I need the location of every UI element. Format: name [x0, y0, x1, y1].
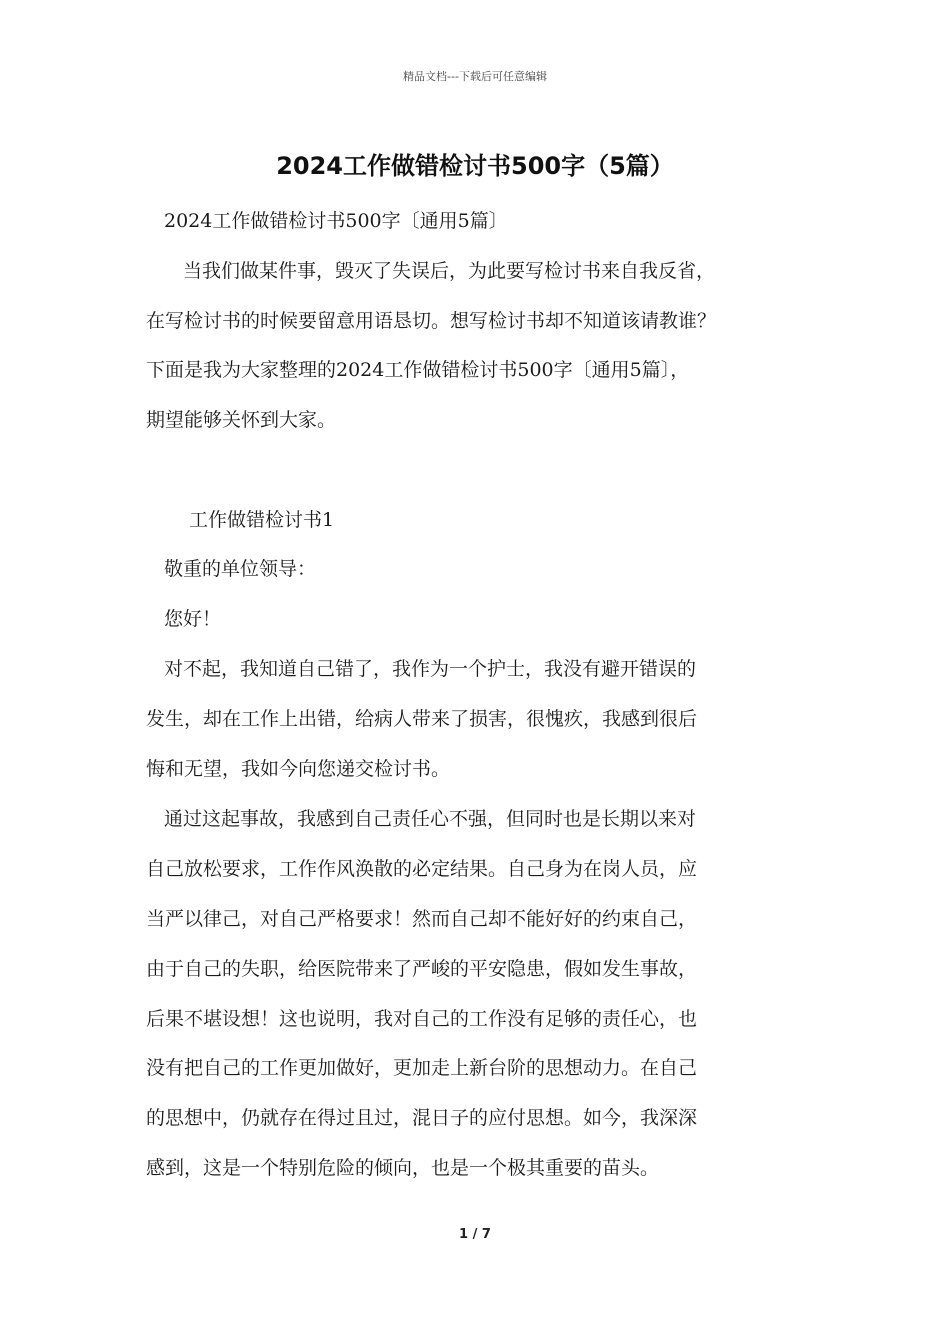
paragraph-line: 对不起，我知道自己错了，我作为一个护士，我没有避开错误的	[164, 658, 697, 680]
intro-line: 下面是我为大家整理的2024工作做错检讨书500字〔通用5篇〕，	[146, 359, 690, 381]
paragraph-line: 的思想中，仍就存在得过且过，混日子的应付思想。如今，我深深	[146, 1107, 698, 1129]
page-number: 1 / 7	[459, 1227, 491, 1242]
intro-line: 期望能够关怀到大家。	[146, 409, 337, 431]
document-title: 2024工作做错检讨书500字（5篇）	[276, 152, 674, 180]
paragraph-line: 自己放松要求，工作作风涣散的必定结果。自己身为在岗人员，应	[146, 858, 698, 880]
intro-line: 当我们做某件事，毁灭了失误后，为此要写检讨书来自我反省，	[183, 260, 716, 282]
header-note: 精品文档---下载后可任意编辑	[403, 70, 547, 83]
intro-line: 在写检讨书的时候要留意用语恳切。想写检讨书却不知道该请教谁？	[146, 310, 717, 332]
greeting: 您好！	[164, 608, 222, 630]
paragraph-line: 悔和无望，我如今向您递交检讨书。	[146, 758, 451, 780]
paragraph-line: 后果不堪设想！这也说明，我对自己的工作没有足够的责任心，也	[146, 1008, 698, 1030]
paragraph-line: 发生，却在工作上出错，给病人带来了损害，很愧疚，我感到很后	[146, 708, 698, 730]
document-subtitle: 2024工作做错检讨书500字〔通用5篇〕	[164, 210, 508, 232]
paragraph-line: 当严以律己，对自己严格要求！然而自己却不能好好的约束自己，	[146, 908, 698, 930]
paragraph-line: 感到，这是一个特别危险的倾向，也是一个极其重要的苗头。	[146, 1157, 660, 1179]
section-heading: 工作做错检讨书1	[189, 509, 335, 531]
paragraph-line: 由于自己的失职，给医院带来了严峻的平安隐患，假如发生事故，	[146, 958, 698, 980]
paragraph-line: 没有把自己的工作更加做好，更加走上新台阶的思想动力。在自己	[146, 1057, 698, 1079]
salutation: 敬重的单位领导：	[164, 558, 317, 580]
paragraph-line: 通过这起事故，我感到自己责任心不强，但同时也是长期以来对	[164, 808, 697, 830]
